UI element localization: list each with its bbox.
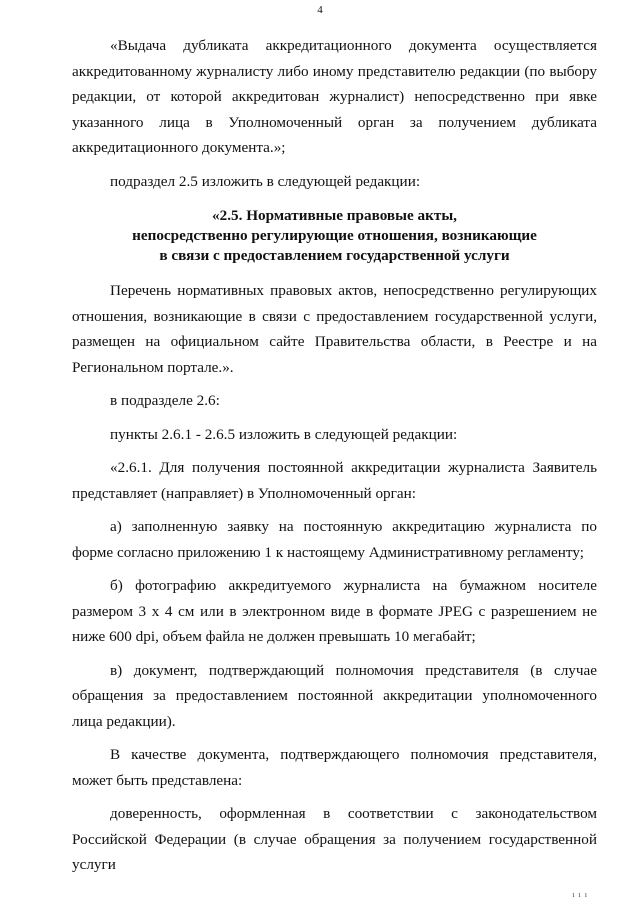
paragraph-duplicate-issue: «Выдача дубликата аккредитационного документа осуществляется аккредитованному журналисту либо иному представителю редакции (по выбору редакции, от которой аккредитован журналист) непосредственно при явке указанного лица в Уполномоченный орган за получением дубликата аккредитационного документа.»; — [72, 37, 597, 156]
paragraph-legal-acts: Перечень нормативных правовых актов, непосредственно регулирующих отношения, возникающие в связи с предоставлением государственной услуги, размещен на официальном сайте Правительства области, в Реестре и на Региональном портале.». — [72, 282, 597, 376]
heading-line-3: в связи с предоставлением государственной услуги — [159, 247, 510, 264]
paragraph-subsection-2-6: в подразделе 2.6: — [110, 392, 220, 409]
document-body — [72, 33, 597, 878]
heading-line-2: непосредственно регулирующие отношения, возникающие — [132, 227, 537, 244]
list-item-a: а) заполненную заявку на постоянную аккредитацию журналиста по форме согласно приложению 1 к настоящему Административному регламенту; — [72, 518, 597, 561]
paragraph-subsection-instruction: подраздел 2.5 изложить в следующей редакции: — [110, 172, 421, 190]
corner-mark: ı ı ı — [572, 890, 588, 899]
section-heading — [72, 206, 597, 266]
paragraph-items-instruction: пункты 2.6.1 - 2.6.5 изложить в следующей редакции: — [110, 425, 458, 443]
list-item-b: б) фотографию аккредитуемого журналиста на бумажном носителе размером 3 х 4 см или в электронном виде в формате JPEG с разрешением не ниже 600 dpi, объем файла не должен превышать 10 мегабайт; — [72, 577, 597, 645]
heading-line-1: «2.5. Нормативные правовые акты, — [212, 207, 457, 224]
paragraph-power-of-attorney: доверенность, оформленная в соответствии с законодательством Российской Федерации (в случае обращения за получением государственной услуги — [72, 805, 597, 873]
list-item-v: в) документ, подтверждающий полномочия представителя (в случае обращения за предоставлением постоянной аккредитации уполномоченного лица редакции). — [72, 661, 597, 730]
page-number: 4 — [317, 4, 323, 16]
paragraph-2-6-1: «2.6.1. Для получения постоянной аккредитации журналиста Заявитель представляет (направляет) в Уполномоченный орган: — [72, 459, 597, 502]
paragraph-authority-document: В качестве документа, подтверждающего полномочия представителя, может быть представлена: — [72, 746, 597, 789]
